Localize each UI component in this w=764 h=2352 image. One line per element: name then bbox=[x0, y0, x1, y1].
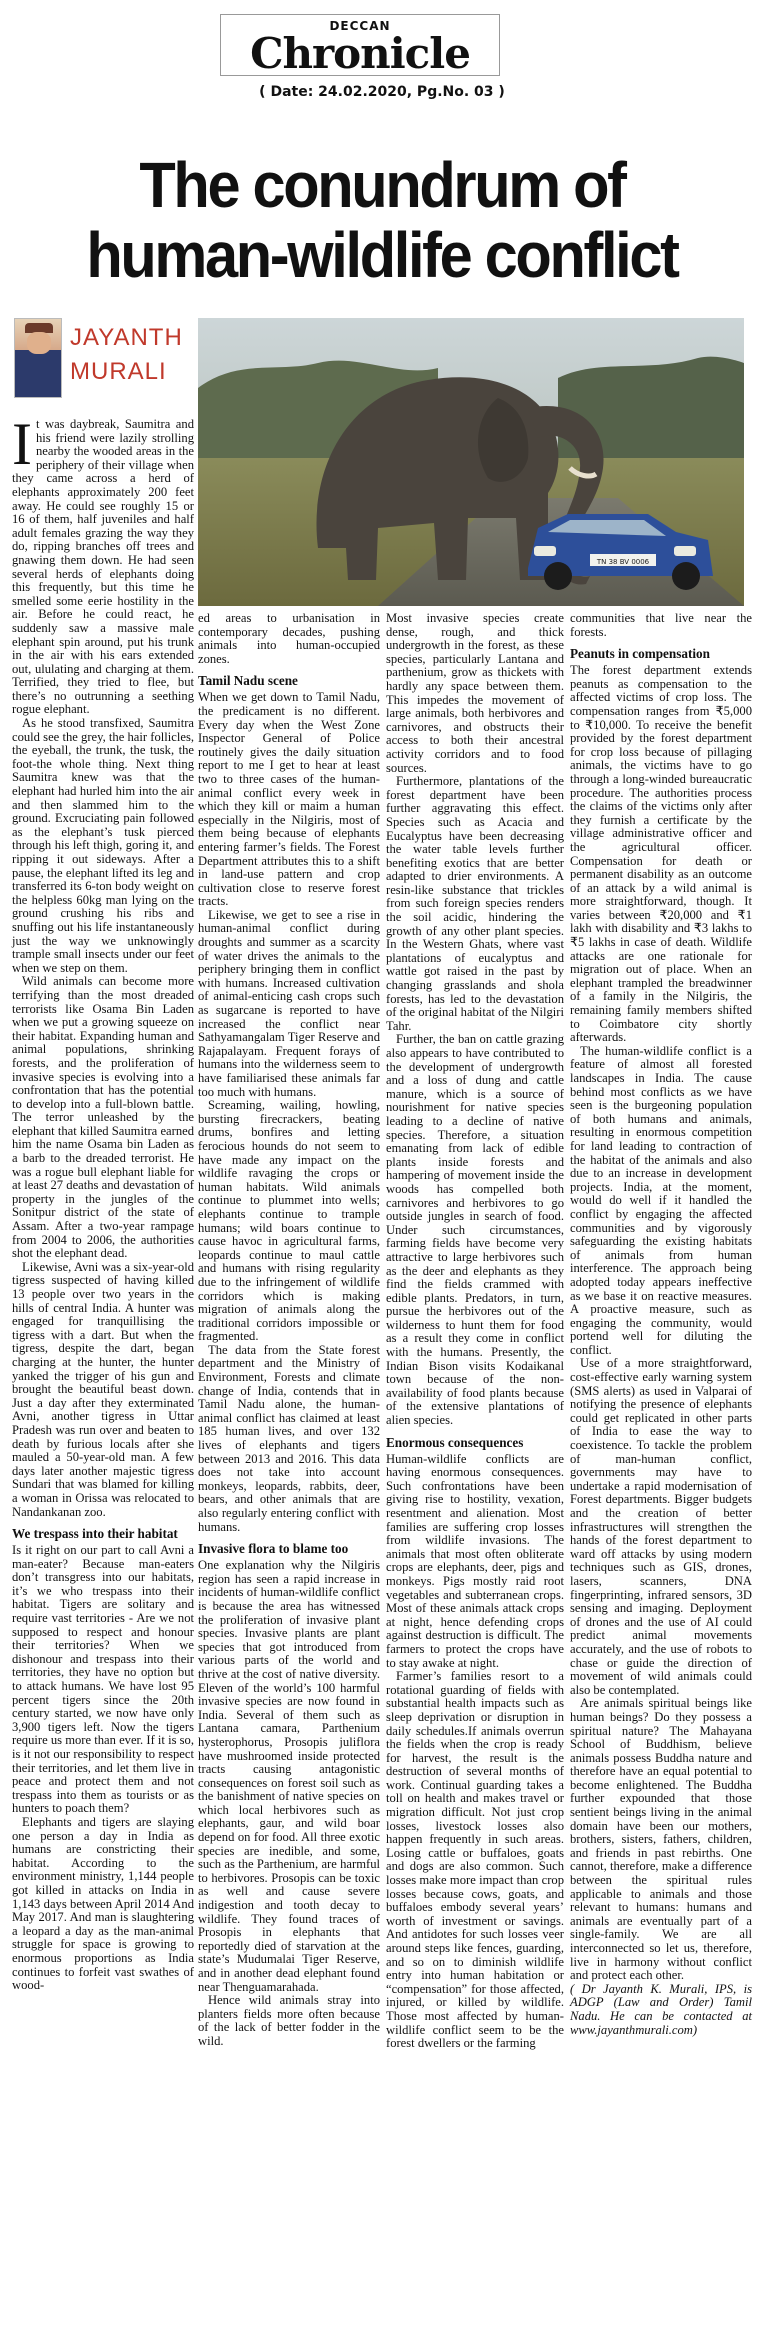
para-2: Furthermore, plantations of the forest department have been further aggravating this effect. Species such as Acacia and Eucalyptus have been decreasing the water table levels further benefiting exotics that are better adapted to drier environments. A resin-like substance that trickles from such foreign species renders the soil acidic, hindering the growth of any other plant species. In the Western Ghats, where vast plantations of eucalyptus and wattle got raised in the past by changing grasslands and shola forests, has led to the devastation of the original habitat of the Nilgiri Tahr. bbox=[386, 774, 564, 1033]
para-5: Farmer’s families resort to a rotational guarding of fields with substantial health impacts such as sleep deprivation or disruption in daily schedules.If animals overrun the fields when the crop is ready for harvest, the result is the destruction of several months of work. Continual guarding takes a toll on health and makes travel or migration difficult. Not just crop losses, livestock losses also happen frequently in such areas. Losing cattle or buffaloes, goats and dogs are also common. Such losses make more impact than crop losses because cows, goats, and buffaloes embody several years’ worth of investment or savings. And antidotes for such losses veer around steps like fences, guarding, and so on to diminish wildlife entry into human habitation or “compensation” for those affected, injured, or killed by wildlife. Those most affected by human-wildlife conflict seem to be the forest dwellers or the farming bbox=[386, 1669, 564, 2051]
para-6: One explanation why the Nilgiris region has seen a rapid increase in incidents of human-wildlife conflict is because the area has witnessed the proliferation of invasive plant species. Invasive plants are plant species that got introduced from various parts of the world and thrive at the cost of native diversity. Eleven of the world’s 100 harmful invasive species are now found in India. Several of them such as Lantana camara, Parthenium hysterophorus, Prosopis juliflora have mushroomed inside protected tracts causing antagonistic consequences on forest soil such as the banishment of native species on which local herbivores such as elephants, gaur, and wild boar depend on for food. All three exotic species are inedible, and some, such as the Parthenium, are harmful to herbivores. Prosopis can be toxic as well and cause severe indigestion and tooth decay to wildlife. They found traces of Prosopis in elephants that reportedly died of starvation at the state’s Mudumalai Tiger Reserve, and in another dead elephant found near Thenguamarahada. bbox=[198, 1558, 380, 1994]
subhead-invasive-flora: Invasive flora to blame too bbox=[198, 1541, 349, 1557]
para-4: Likewise, Avni was a six-year-old tigress suspected of having killed 13 people over two years in the hills of central India. A hunter was engaged for tranquillising the tigress with a dart. But when the tigress, despite the dart, began charging at the hunter, the hunter yanked the trigger of his gun and brought the beautiful beast down. Just a day after they exterminated Avni, another tigress in Uttar Pradesh was run over and beaten to death by furious locals after she mauled a 50-year-old man. A few days later another majestic tigress Sundari that was blamed for killing a woman in Orissa was relocated to Nandankanan zoo. bbox=[12, 1259, 194, 1519]
drop-cap: I bbox=[12, 411, 32, 477]
author-photo bbox=[14, 318, 62, 398]
para-2: When we get down to Tamil Nadu, the predicament is no different. Every day when the West Zone Inspector General of Police routinely gives the daily situation report to me I get to hear at least two to three cases of the human-animal conflict every week in which they kill or maim a human especially in the Nilgiris, most of them being because of elephants entering farmer’s fields. The Forest Department attributes this to a shift in land-use pattern and crop cultivation close to reserve forest tracts. bbox=[198, 690, 380, 909]
masthead-chronicle: Chronicle bbox=[250, 29, 470, 78]
byline-first-name: JAYANTH bbox=[70, 324, 183, 351]
subhead-consequences: Enormous consequences bbox=[386, 1434, 524, 1450]
date-line: ( Date: 24.02.2020, Pg.No. 03 ) bbox=[259, 84, 505, 100]
elephant-car-illustration bbox=[198, 318, 744, 606]
article-column-1 bbox=[12, 411, 194, 1993]
masthead bbox=[0, 0, 764, 110]
headline bbox=[45, 150, 718, 290]
para-1: It was daybreak, Saumitra and his friend were lazily strolling nearby the wooded areas in the periphery of their village when they came across a herd of elephants approximately 200 feet away. He could see roughly 15 or 16 of them, half juveniles and half adult females grazing the way they do, ripping branches off trees and gnawing them down. He had seen several herds of elephants doing this frequently, but this time he smelled some eerie hostility in the air. Before he could react, he suddenly saw a massive male elephant spin around, put his trunk in the air with his ears extended out, ululating and charging at them. Terrified, they tried to flee, but there’s no outrunning a seething rogue elephant. bbox=[12, 411, 194, 717]
byline-last-name: MURALI bbox=[70, 358, 167, 385]
para-5: The data from the State forest department and the Ministry of Environment, Forests and climate change of India, contends that in Tamil Nadu alone, the human-animal conflict has claimed at least 185 human lives, and over 132 lives of elephants and tigers between 2013 and 2016. This data does not take into account monkeys, leopards, rabbits, deer, bears, and other animals that are also regularly entering conflict with humans. bbox=[198, 1342, 380, 1534]
headline-line-1: The conundrum of bbox=[139, 149, 625, 221]
para-5: Is it right on our part to call Avni a man-eater? Because man-eaters don’t transgress into our habitats, it’s we who trespass into their habitat. Tigers are solitary and require vast territories - Are we not supposed to respect and honour their territories? When we dishonour and trespass into their territories, they have no option but to attack humans. We have lost 95 percent tigers since the 20th century started, we now have only 3,900 tigers left. Now the tigers require us more than ever. If it is so, is it not our responsibility to respect their territories, and let them live in peace and protect them and not trespass into them as tourists or as hunters to poach them? bbox=[12, 1543, 194, 1816]
para-4: Human-wildlife conflicts are having enormous consequences. Such confrontations have been giving rise to hostility, vexation, resentment and alienation. Most families are suffering crop losses from wildlife invasions. The animals that most often obliterate crops are elephants, deer, pigs and monkeys. Pigs mostly raid root vegetables and subterranean crops. Most of these animals attack crops at night, hence defending crops against destruction is difficult. The farmers to protect the crops have to stay awake at night. bbox=[386, 1451, 564, 1670]
para-6: Elephants and tigers are slaying one person a day in India as humans are constricting their habitat. According to the environment ministry, 1,144 people got killed in attacks on India in 1,143 days between April 2014 And May 2017. And man is slaughtering a leopard a day as the man-animal struggle for space is growing to enormous proportions as India continues to forfeit vast swathes of wood- bbox=[12, 1814, 194, 1993]
article-column-2 bbox=[198, 612, 380, 2049]
masthead-deccan: DECCAN bbox=[329, 19, 391, 33]
para-3: Likewise, we get to see a rise in human-animal conflict during droughts and summer as a scarcity of water drives the animals to the periphery bringing them in conflict with humans. Increased cultivation of animal-enticing cash crops such as sugarcane is reported to have increased the conflict near Sathyamangalam Tiger Reserve and Rajapalayam. Frequent forays of humans into the wilderness seem to have familiarised these animals far too much with humans. bbox=[198, 907, 380, 1099]
para-3: Wild animals can become more terrifying than the most dreaded terrorists like Osama Bin Laden when we put a growing squeeze on their habitat. Expanding human and animal populations, shrinking forests, and the proliferation of invasive species is evolving into a confrontation that has the potential to develop into a full-blown battle. The terror unleashed by the elephant that killed Saumitra earned him the name Osama bin Laden as a barb to the dreaded terrorist. He was a rogue bull elephant liable for at least 27 deaths and devastation of property in the jungles of the Sonitpur district of the state of Assam. After a two-year rampage from 2004 to 2006, the authorities shot the elephant dead. bbox=[12, 974, 194, 1261]
author-signoff: ( Dr Jayanth K. Murali, IPS, is ADGP (Law and Order) Tamil Nadu. He can be contacted at www.jayanthmurali.com) bbox=[570, 1981, 752, 2037]
para-4: Screaming, wailing, howling, bursting firecrackers, beating drums, bonfires and letting ferocious hounds do not seem to have made any impact on the wildlife ravaging the crops or human habitats. Wild animals continue to plummet into wells; elephants continue to trample humans; wild boars continue to cause havoc in agricultural farms, leopards continue to maul cattle and humans with rising regularity due to the infringement of wildlife corridors which is making migration of animals along the traditional corridors impossible or fragmented. bbox=[198, 1098, 380, 1344]
para-7: Hence wild animals stray into planters fields more often because of the lack of better fodder in the wild. bbox=[198, 1993, 380, 2048]
headline-line-2: human-wildlife conflict bbox=[86, 219, 678, 291]
article-photo bbox=[198, 318, 744, 606]
para-2: As he stood transfixed, Saumitra could see the grey, the hair follicles, the eyeball, the trunk, the tusk, the foot-the whole thing. Next thing Saumitra knew was that the elephant had hurled him into the air and then slammed him to the ground. Excruciating pain followed as the elephant’s tusk pierced through his left thigh, goring it, and ripping it out sideways. After a pause, the elephant lifted its leg and transferred its 6-ton body weight on the helpless 60kg man lying on the ground crushing his ribs and snuffing out his life instantaneously just the way we unknowingly trample small insects under our feet when we step on them. bbox=[12, 716, 194, 975]
subhead-compensation: Peanuts in compensation bbox=[570, 646, 710, 662]
para-1: communities that live near the forests. bbox=[570, 611, 752, 639]
para-5: Are animals spiritual beings like human beings? Do they possess a spiritual nature? The Mahayana School of Buddhism, believe animals possess Buddha nature and therefore have an equal potential to become enlightened. The Buddha further expounded that those sentient beings living in the animal domain have been our mothers, brothers, sisters, fathers, children, and friends in past rebirths. One cannot, therefore, make a difference between the spiritual rules applicable to animals and those relevant to humans: humans and animals are eventually part of a single-family. We are all interconnected so let us, therefore, live in harmony without conflict and protect each other. bbox=[570, 1696, 752, 1983]
article-column-3 bbox=[386, 612, 564, 2051]
article-column-4 bbox=[570, 612, 752, 2037]
para-1: Most invasive species create dense, rough, and thick undergrowth in the forest, as these species, particularly Lantana and parthenium, grow as thickets with hardly any space between them. This impedes the movement of large animals, both herbivores and carnivores, and obstructs their access to both their ancestral activity corridors and to food sources. bbox=[386, 611, 564, 775]
masthead-logo bbox=[220, 14, 500, 76]
subhead-tamil-nadu: Tamil Nadu scene bbox=[198, 673, 298, 689]
byline bbox=[14, 318, 194, 404]
number-plate: TN 38 BV 0006 bbox=[596, 558, 650, 566]
para-3: The human-wildlife conflict is a feature of almost all forested landscapes in India. The cause behind most conflicts as we have seen is the burgeoning population of both humans and animals, resulting in enormous competition for land leading to contraction of the habitat of the animals and also due to an increase in development projects. India, at the moment, would do well if it handled the conflict by engaging the affected communities and by vigorously safeguarding the existing habitats of animals from human interference. The approach being adopted today appears ineffective as we base it on reactive measures. A proactive measure, such as engaging the community, would portend well for diluting the conflict. bbox=[570, 1043, 752, 1357]
para-4: Use of a more straightforward, cost-effective early warning system (SMS alerts) as used in Valparai of notifying the presence of elephants could get replicated in other parts of India to ease the way to coexistence. To tackle the problem of man-human conflict, governments may have to undertake a rapid modernisation of Forest departments. Bigger budgets and the creation of better infrastructures will strengthen the hands of the forest department to ward off attacks by using modern techniques such as GIS, drones, lasers, scanners, DNA fingerprinting, infrared sensors, 3D sensing and imaging. Deployment of drones and the use of AI could predict animal movements accurately, and the use of robots to chase or guide the direction of movement of wild animals could also be contemplated. bbox=[570, 1356, 752, 1697]
author-face bbox=[27, 332, 51, 354]
para-1: ed areas to urbanisation in contemporary decades, pushing animals into human-occupied zones. bbox=[198, 611, 380, 666]
para-2: The forest department extends peanuts as compensation to the affected victims of crop loss. The compensation ranges from ₹5,000 to ₹10,000. To receive the benefit provided by the forest department for crop loss because of pillaging animals, the victims have to go through a long-winded bureaucratic procedure. The authorities process the claims of the victims only after they furnish a certificate by the village administrative officer and the agricultural officer. Compensation for death or permanent disability as an outcome of an attack by a wild animal is more straightforward, though. It varies between ₹20,000 and ₹1 lakh with disability and ₹3 lakhs to ₹5 lakhs in case of death. Wildlife attacks are one rationale for migration out of place. When an elephant trampled the breadwinner of a family in the Nilgiris, the remaining family members shifted to Coimbatore city shortly afterwards. bbox=[570, 663, 752, 1045]
subhead-trespass: We trespass into their habitat bbox=[12, 1526, 178, 1542]
para-3: Further, the ban on cattle grazing also appears to have contributed to the development of undergrowth and a loss of dung and cattle manure, which is a source of nourishment for native species leading to a decline of native species. Therefore, a situation emanating from lack of edible plants inside forests and hampering of movement inside the woods has compelled both carnivores and herbivores to go outside jungles in search of food. Under such circumstances, farming fields have become very attractive to large herbivores such as the deer and elephants as they find the fields crammed with edible plants. Predators, in turn, pursue the herbivores out of the wilderness to hunt them for food as a result they come in conflict with the humans. Presently, the Indian Bison visits Kodaikanal town because of the non-availability of food plants because of the extensive plantations of alien species. bbox=[386, 1032, 564, 1428]
